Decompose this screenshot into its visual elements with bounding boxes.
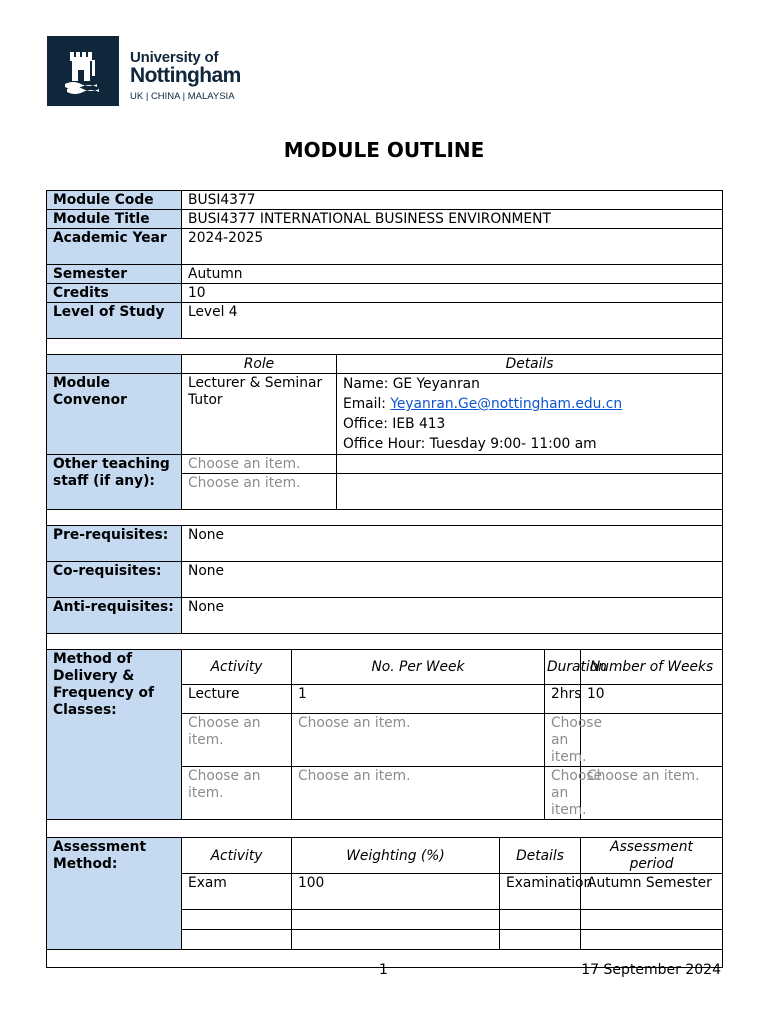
university-logo	[47, 36, 241, 106]
assessment-cell	[581, 930, 723, 950]
convenor-row	[47, 374, 723, 455]
convenor-name: Name: GE Yeyanran	[343, 376, 480, 392]
convenor-role: Lecturer & Seminar Tutor	[182, 374, 337, 455]
separator-row	[47, 820, 723, 838]
assessment-cell	[500, 910, 581, 930]
staff-header-row	[47, 355, 723, 374]
delivery-select[interactable]: Choose an item.	[292, 767, 545, 820]
label-module-title: Module Title	[47, 210, 182, 229]
label-pre-requisites: Pre-requisites:	[47, 526, 182, 562]
delivery-select[interactable]: Choose an item.	[581, 767, 723, 820]
value-pre-requisites: None	[182, 526, 723, 562]
convenor-email-line	[343, 394, 716, 414]
value-credits: 10	[182, 284, 723, 303]
assessment-header-details: Details	[500, 838, 581, 874]
other-staff-select-1[interactable]: Choose an item.	[182, 455, 337, 474]
staff-role-header: Role	[182, 355, 337, 374]
row-co-requisites	[47, 562, 723, 598]
assessment-cell	[581, 910, 723, 930]
row-module-title	[47, 210, 723, 229]
value-anti-requisites: None	[182, 598, 723, 634]
page-title: MODULE OUTLINE	[283, 138, 485, 162]
delivery-select[interactable]: Choose an item.	[545, 767, 581, 820]
assessment-cell	[292, 910, 500, 930]
assessment-cell	[182, 930, 292, 950]
delivery-cell: Lecture	[182, 685, 292, 714]
value-module-code: BUSI4377	[182, 191, 723, 210]
delivery-header-weeks: Number of Weeks	[581, 650, 723, 685]
assessment-header-weighting: Weighting (%)	[292, 838, 500, 874]
label-academic-year: Academic Year	[47, 229, 182, 265]
assessment-cell: Autumn Semester	[581, 874, 723, 910]
label-co-requisites: Co-requisites:	[47, 562, 182, 598]
delivery-header-row	[47, 650, 723, 685]
email-prefix: Email:	[343, 396, 391, 412]
label-convenor: Module Convenor	[47, 374, 182, 455]
delivery-select[interactable]: Choose an item.	[292, 714, 545, 767]
convenor-email-link[interactable]: Yeyanran.Ge@nottingham.edu.cn	[390, 396, 623, 412]
label-anti-requisites: Anti-requisites:	[47, 598, 182, 634]
assessment-header-period: Assessment period	[581, 838, 723, 874]
label-level: Level of Study	[47, 303, 182, 339]
row-credits	[47, 284, 723, 303]
value-co-requisites: None	[182, 562, 723, 598]
logo-line-nottingham: Nottingham	[130, 64, 241, 87]
convenor-office-hour: Office Hour: Tuesday 9:00- 11:00 am	[343, 436, 597, 452]
delivery-cell: 2hrs	[545, 685, 581, 714]
value-academic-year: 2024-2025	[182, 229, 723, 265]
row-level	[47, 303, 723, 339]
delivery-header-duration: Duration	[545, 650, 581, 685]
assessment-cell	[500, 930, 581, 950]
delivery-cell: 10	[581, 685, 723, 714]
delivery-header-activity: Activity	[182, 650, 292, 685]
row-academic-year	[47, 229, 723, 265]
delivery-cell: 1	[292, 685, 545, 714]
delivery-header-per-week: No. Per Week	[292, 650, 545, 685]
delivery-select[interactable]: Choose an item.	[182, 767, 292, 820]
assessment-cell	[182, 910, 292, 930]
value-level: Level 4	[182, 303, 723, 339]
assessment-cell	[292, 930, 500, 950]
footer-page-number: 1	[379, 962, 388, 978]
separator-row	[47, 510, 723, 526]
delivery-select[interactable]: Choose an item.	[182, 714, 292, 767]
convenor-details	[337, 374, 723, 455]
row-module-code	[47, 191, 723, 210]
label-delivery: Method of Delivery & Frequency of Classes:	[47, 650, 182, 820]
label-semester: Semester	[47, 265, 182, 284]
assessment-cell: Examination	[500, 874, 581, 910]
label-credits: Credits	[47, 284, 182, 303]
row-anti-requisites	[47, 598, 723, 634]
label-assessment: Assessment Method:	[47, 838, 182, 950]
module-outline-table	[46, 190, 723, 968]
delivery-select[interactable]: Choose an item.	[545, 714, 581, 767]
castle-crest-icon	[47, 36, 119, 106]
value-semester: Autumn	[182, 265, 723, 284]
logo-line-campuses: UK | CHINA | MALAYSIA	[130, 91, 235, 102]
value-module-title: BUSI4377 INTERNATIONAL BUSINESS ENVIRONMENT	[182, 210, 723, 229]
label-other-staff: Other teaching staff (if any):	[47, 455, 182, 510]
convenor-office: Office: IEB 413	[343, 416, 446, 432]
separator-row	[47, 339, 723, 355]
assessment-cell: Exam	[182, 874, 292, 910]
separator-row	[47, 634, 723, 650]
row-semester	[47, 265, 723, 284]
staff-details-header: Details	[337, 355, 723, 374]
logo-line-university: University of	[130, 49, 219, 66]
footer-date: 17 September 2024	[581, 962, 721, 978]
assessment-header-row	[47, 838, 723, 874]
assessment-header-activity: Activity	[182, 838, 292, 874]
logo-wordmark	[130, 50, 241, 103]
assessment-cell: 100	[292, 874, 500, 910]
other-staff-row	[47, 455, 723, 474]
row-pre-requisites	[47, 526, 723, 562]
label-module-code: Module Code	[47, 191, 182, 210]
other-staff-select-2[interactable]: Choose an item.	[182, 474, 337, 510]
